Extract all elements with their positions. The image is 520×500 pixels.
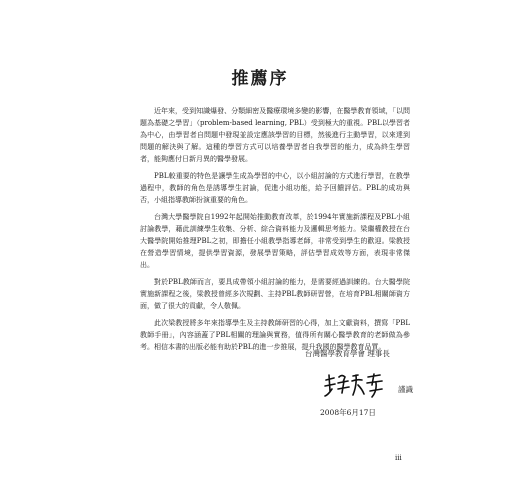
signature-suffix: 謹識 [398, 385, 413, 394]
signature-date: 2008年6月17日 [320, 408, 376, 417]
page-number: iii [395, 454, 402, 462]
paragraph: 對於PBL教師而言，要具成帶領小組討論的能力，是需要經過訓練的。台大醫學院實施新課程之後，梁教授曾經多次規劃、主持PBL教師研習營，在培育PBL相關師資方面，做了很大的貢獻，令人敬佩。 [140, 278, 410, 310]
paragraph: 近年來，受到知識爆發、分類細密及醫療環境多變的影響，在醫學教育領域，「以問題為基礎之學習」（problem-based learning, PBL）受到極大的重視。PBL以學習者為中心，由學習者自問題中發現並設定應該學習的目標，然後進行主動學習，以來達到問題的解決與了解。這種的學習方式可以培養學習者自我學習的能力，成為終生學習者，能夠應付日新月異的醫學發展。 [140, 107, 410, 163]
paragraph: 台灣大學醫學院自1992年起開始推動教育改革，於1994年實施新課程及PBL小組討論教學，藉此訓練學生收集、分析、綜合資料能力及邏輯思考能力。梁繼權教授在台大醫學院開始推理PBL之初，即擔任小組教學指導老師，非常受到學生的歡迎。梁教授在營造學習情境，提供學習資源，發展學習策略，評估學習成效等方面，表現非常傑出。 [140, 213, 410, 269]
paragraph: PBL較重要的特色是讓學生成為學習的中心，以小組討論的方式進行學習，在教學過程中，教師的角色是誘導學生討論，促進小組功能，給予回饋評估。PBL的成功與否，小組指導教師扮演重要的角色。 [140, 172, 410, 204]
handwritten-signature [322, 371, 386, 399]
body-text [140, 105, 410, 358]
signature-organization: 台灣醫學教育學會 理事長 [305, 349, 390, 358]
page-title: 推薦序 [231, 69, 289, 89]
paragraph: 此次梁教授將多年來指導學生及主持教師研習的心得，加上文獻資料，撰寫「PBL教師手冊」，內容涵蓋了PBL相關的理論與實務，值得所有關心醫學教育的老師做為參考。相信本書的出版必能有助於PBL的進一步推展，提升我國的醫學教育品質。 [140, 319, 410, 351]
